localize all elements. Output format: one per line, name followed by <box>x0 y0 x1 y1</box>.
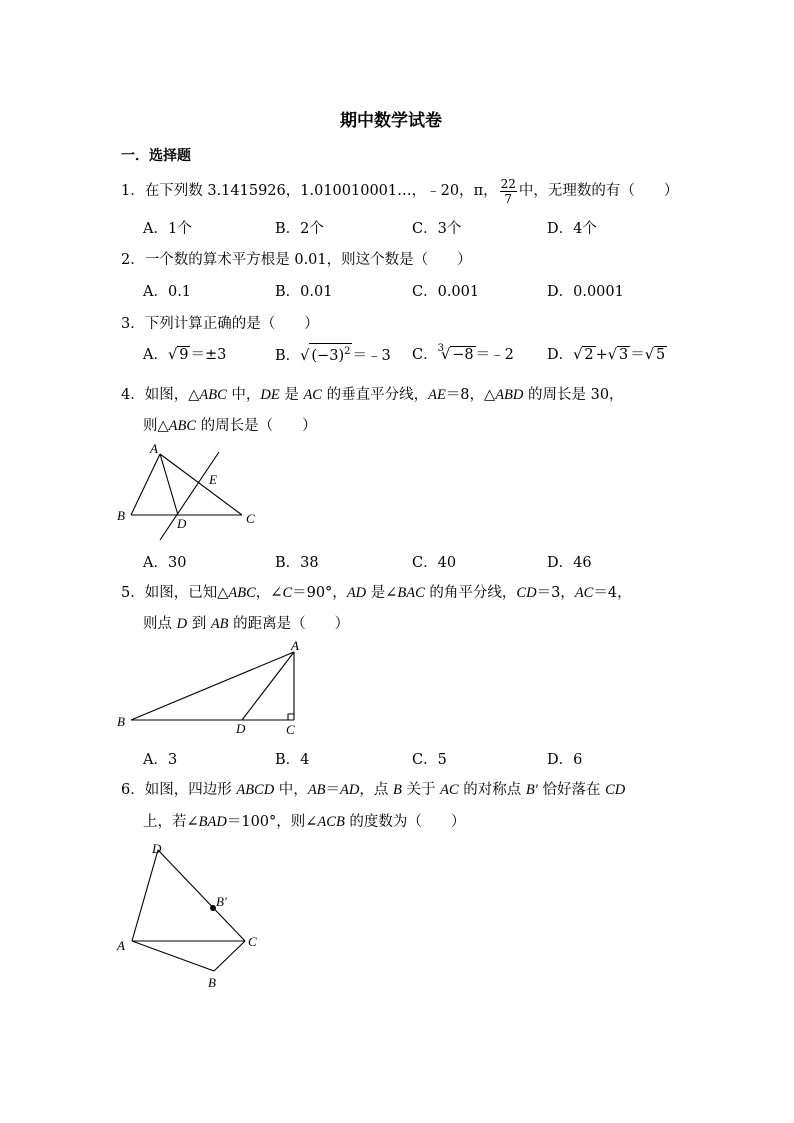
question-5: 5．如图，已知△ABC，∠C＝90°，AD 是∠BAC 的角平分线，CD＝3，AC＝4， <box>121 585 632 601</box>
question-2 <box>121 248 472 269</box>
question-text-tail: 中，无理数的有（ ） <box>518 183 679 199</box>
option-b: B．38 <box>275 555 319 571</box>
segment-ad <box>242 652 294 720</box>
option-b: B．0.01 <box>275 284 333 300</box>
option-d: D．4个 <box>547 221 597 237</box>
label-a: A <box>117 938 125 953</box>
question-text: 在下列数 3.1415926，1.010010001…，﹣20，π， <box>144 183 498 199</box>
segment-dc <box>158 850 245 941</box>
option-d: D．6 <box>547 752 583 768</box>
option-d: D．√ 2 +√ 3 ＝√ 5 <box>547 347 666 363</box>
page-title: 期中数学试卷 <box>340 111 442 131</box>
question-6: 6．如图，四边形 ABCD 中，AB＝AD，点 B 关于 AC 的对称点 B′ 恰好落在 CD <box>121 782 626 798</box>
option-b: B．2个 <box>275 221 324 237</box>
question-1 <box>121 176 678 206</box>
option-c: C．3个 <box>412 221 462 237</box>
label-c: C <box>246 511 255 526</box>
question-4: 4．如图，△ABC 中，DE 是 AC 的垂直平分线，AE＝8，△ABD 的周长是 30， <box>121 387 624 403</box>
question-text: 一个数的算术平方根是 0.01，则这个数是（ ） <box>144 252 472 268</box>
label-a: A <box>150 441 158 456</box>
perpendicular-bisector-line <box>160 452 219 540</box>
label-e: E <box>209 472 217 487</box>
question-number: 3． <box>121 316 145 332</box>
label-c: C <box>286 722 295 737</box>
segment-ad <box>160 454 178 515</box>
option-a: A．√ 9 ＝±3 <box>143 347 227 363</box>
right-angle-mark <box>288 714 294 720</box>
question-number: 1． <box>121 183 145 199</box>
option-a: A．0.1 <box>143 284 192 300</box>
option-c: C．40 <box>412 555 457 571</box>
label-c: C <box>248 934 257 949</box>
label-a: A <box>291 638 299 653</box>
option-b: B．√ $(-3)^2$ ＝﹣3 <box>275 343 391 365</box>
label-d: D <box>177 516 187 531</box>
question-number: 6． <box>121 782 145 798</box>
question-5-line2: 则点 D 到 AB 的距离是（ ） <box>143 616 350 632</box>
question-text: 下列计算正确的是（ ） <box>144 316 319 332</box>
question-4-line2: 则△ABC 的周长是（ ） <box>143 418 317 434</box>
question-6-line2: 上，若∠BAD＝100°，则∠ACB 的度数为（ ） <box>143 814 466 830</box>
fraction-22-7: $\frac{22}{7}$ <box>500 176 516 206</box>
segment-da <box>132 850 158 941</box>
question-number: 5． <box>121 585 145 601</box>
label-b-prime: B′ <box>216 894 227 909</box>
segment-ab <box>132 941 214 971</box>
option-a: A．30 <box>143 555 187 571</box>
segment-ab <box>131 652 294 720</box>
figure-q4 <box>112 440 262 545</box>
option-d: D．46 <box>547 555 592 571</box>
option-c: C．0.001 <box>412 284 480 300</box>
section-heading: 一．选择题 <box>121 148 191 164</box>
question-number: 2． <box>121 252 145 268</box>
option-a: A．3 <box>143 752 178 768</box>
figure-q6 <box>112 838 272 993</box>
segment-ac <box>160 454 242 515</box>
option-b: B．4 <box>275 752 310 768</box>
segment-ab <box>131 454 160 515</box>
segment-bc <box>214 941 245 971</box>
label-b: B <box>117 714 125 729</box>
question-3 <box>121 312 319 333</box>
label-d: D <box>236 721 246 736</box>
label-d: D <box>152 841 162 856</box>
figure-q5 <box>112 638 312 740</box>
option-a: A．1个 <box>143 221 192 237</box>
option-c: C．$^3$√ −8 ＝﹣2 <box>412 343 514 363</box>
label-b: B <box>117 508 125 523</box>
label-b: B <box>208 975 216 990</box>
option-c: C．5 <box>412 752 447 768</box>
option-d: D．0.0001 <box>547 284 624 300</box>
question-number: 4． <box>121 387 145 403</box>
